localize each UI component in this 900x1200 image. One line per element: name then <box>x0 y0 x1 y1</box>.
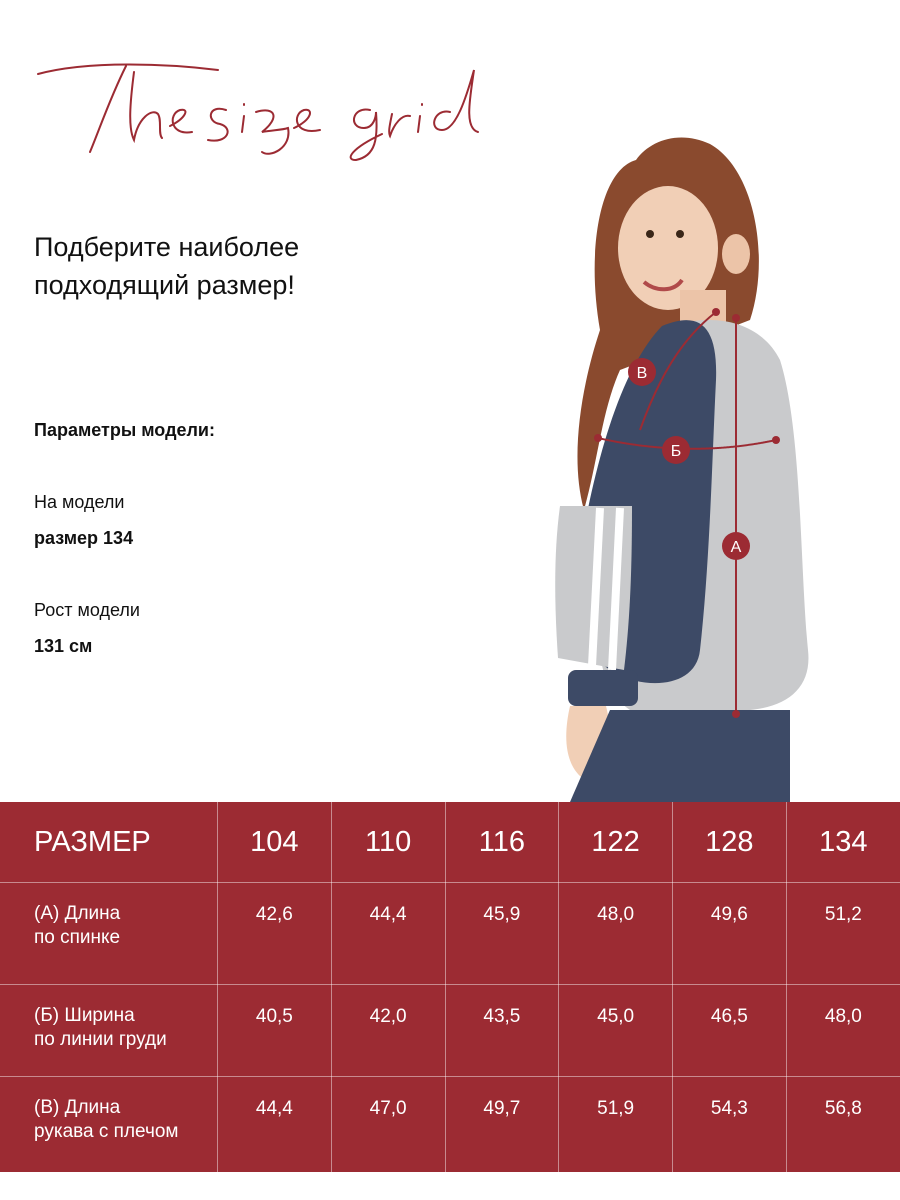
marker-dot <box>772 436 780 444</box>
sleeve-cuff <box>568 670 638 706</box>
size-col-134: 134 <box>786 802 900 883</box>
table-row <box>0 883 900 985</box>
table-cell: 48,0 <box>786 985 900 1077</box>
ear-shape <box>722 234 750 274</box>
model-height-value: 131 см <box>34 636 93 656</box>
row-label-line: (А) Длина <box>34 903 121 924</box>
row-label-line: рукава с плечом <box>34 1121 179 1142</box>
table-cell: 47,0 <box>331 1077 445 1173</box>
marker-b-letter: Б <box>670 443 682 460</box>
model-params-heading: Параметры модели: <box>34 420 215 440</box>
table-cell: 45,0 <box>559 985 673 1077</box>
size-col-116: 116 <box>445 802 559 883</box>
size-header-label: РАЗМЕР <box>0 802 218 883</box>
row-label-line: (В) Длина <box>34 1097 121 1118</box>
size-table <box>0 802 900 1172</box>
table-cell: 48,0 <box>559 883 673 985</box>
table-cell: 51,2 <box>786 883 900 985</box>
row-label <box>0 1077 218 1173</box>
subtitle-line-1: Подберите наиболее <box>34 232 300 262</box>
table-cell: 49,6 <box>673 883 787 985</box>
script-title-logo <box>30 48 500 168</box>
table-cell: 42,6 <box>218 883 332 985</box>
table-cell: 46,5 <box>673 985 787 1077</box>
marker-dot <box>732 710 740 718</box>
eye-left <box>646 230 654 238</box>
marker-dot <box>712 308 720 316</box>
table-cell: 56,8 <box>786 1077 900 1173</box>
page-subtitle <box>34 228 394 304</box>
table-cell: 54,3 <box>673 1077 787 1173</box>
marker-dot <box>732 314 740 322</box>
table-cell: 51,9 <box>559 1077 673 1173</box>
table-cell: 43,5 <box>445 985 559 1077</box>
table-cell: 45,9 <box>445 883 559 985</box>
model-size-label: На модели <box>34 492 125 512</box>
table-cell: 44,4 <box>218 1077 332 1173</box>
table-row <box>0 1077 900 1173</box>
subtitle-line-2: подходящий размер! <box>34 270 295 300</box>
table-cell: 40,5 <box>218 985 332 1077</box>
eye-right <box>676 230 684 238</box>
size-col-110: 110 <box>331 802 445 883</box>
table-cell: 42,0 <box>331 985 445 1077</box>
size-header-row <box>0 802 900 883</box>
model-height-label: Рост модели <box>34 600 140 620</box>
size-col-122: 122 <box>559 802 673 883</box>
marker-v-letter: В <box>636 365 648 382</box>
row-label-line: (Б) Ширина <box>34 1005 135 1026</box>
size-col-128: 128 <box>673 802 787 883</box>
size-col-104: 104 <box>218 802 332 883</box>
row-label-line: по линии груди <box>34 1029 167 1050</box>
model-size-value: размер 134 <box>34 528 134 548</box>
row-label <box>0 883 218 985</box>
row-label <box>0 985 218 1077</box>
table-cell: 49,7 <box>445 1077 559 1173</box>
marker-dot <box>594 434 602 442</box>
row-label-line: по спинке <box>34 927 121 948</box>
table-cell: 44,4 <box>331 883 445 985</box>
marker-a-letter: А <box>730 539 742 556</box>
table-row <box>0 985 900 1077</box>
model-photo <box>540 130 820 802</box>
